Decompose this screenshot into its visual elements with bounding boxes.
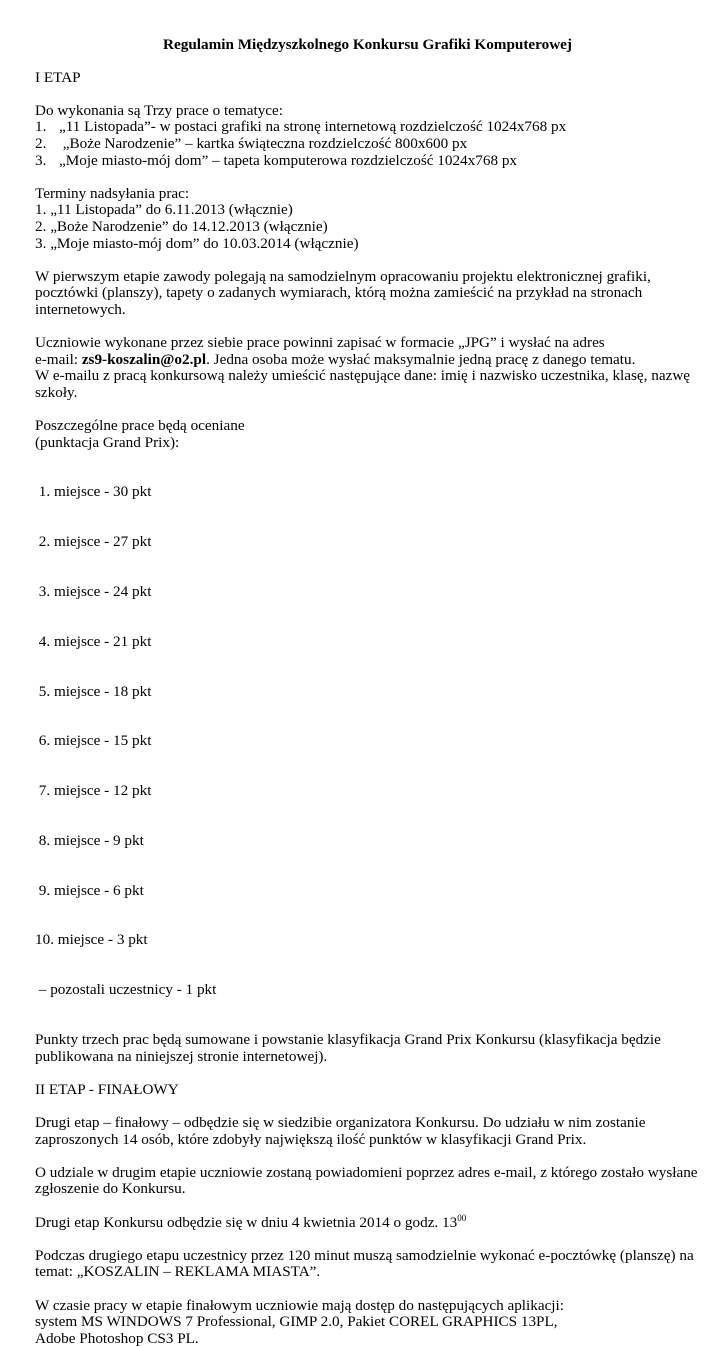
submission-email-line: e-mail: zs9-koszalin@o2.pl. Jedna osoba może wysłać maksymalnie jedną pracę z danego tematu.: [35, 350, 636, 368]
etap2-paragraph-line: W czasie pracy w etapie finałowym uczniowie mają dostęp do następujących aplikacji:: [35, 1296, 564, 1314]
topics-intro: Do wykonania są Trzy prace o tematyce:: [35, 101, 283, 119]
score-item: 9. miejsce - 6 pkt: [35, 881, 144, 899]
submission-line: szkoły.: [35, 383, 78, 401]
time-minutes-superscript: 00: [457, 1212, 467, 1223]
score-item: 2. miejsce - 27 pkt: [35, 533, 152, 551]
deadline-item: 2. „Boże Narodzenie” do 14.12.2013 (włącznie): [35, 217, 328, 235]
contact-email: zs9-koszalin@o2.pl: [81, 350, 207, 368]
submission-line: Uczniowie wykonane przez siebie prace powinni zapisać w formacie „JPG” i wysłać na adres: [35, 334, 605, 352]
score-item: 6. miejsce - 15 pkt: [35, 732, 152, 750]
score-item: 5. miejsce - 18 pkt: [35, 682, 152, 700]
etap2-paragraph-line: temat: „KOSZALIN – REKLAMA MIASTA”.: [35, 1263, 321, 1281]
deadline-item: 3. „Moje miasto-mój dom” do 10.03.2014 (włącznie): [35, 234, 359, 252]
list-item: 2. „Boże Narodzenie” – kartka świąteczna rozdzielczość 800x600 px: [35, 134, 468, 152]
etap2-paragraph-line: O udziale w drugim etapie uczniowie zostaną powiadomieni poprzez adres e-mail, z którego zostało wysłane: [35, 1163, 698, 1181]
score-item: 3. miejsce - 24 pkt: [35, 583, 152, 600]
deadline-item: 1. „11 Listopada” do 6.11.2013 (włącznie): [35, 201, 293, 219]
score-item: – pozostali uczestnicy - 1 pkt: [35, 981, 217, 999]
etap2-paragraph-line: Drugi etap – finałowy – odbędzie się w siedzibie organizatora Konkursu. Do udziału w nim zostanie: [35, 1114, 646, 1131]
document-page: [35, 37, 700, 1347]
etap2-paragraph-line: zaproszonych 14 osób, które zdobyły największą ilość punktów w klasyfikacji Grand Prix.: [35, 1130, 587, 1148]
summary-line: publikowana na niniejszej stronie internetowej).: [35, 1047, 328, 1065]
scores-list: [35, 451, 700, 1032]
submission-line: W e-mailu z pracą konkursową należy umieścić następujące dane: imię i nazwisko uczestnika, klasę, nazwę: [35, 367, 691, 385]
description-line: internetowych.: [35, 300, 126, 318]
score-item: 7. miejsce - 12 pkt: [35, 782, 152, 800]
etap2-paragraph-line: zgłoszenie do Konkursu.: [35, 1180, 186, 1198]
final-date-line: Drugi etap Konkursu odbędzie się w dniu 4 kwietnia 2014 o godz. $13^{00}$: [35, 1212, 467, 1231]
summary-line: Punkty trzech prac będą sumowane i powstanie klasyfikacja Grand Prix Konkursu (klasyfikacja będzie: [35, 1031, 661, 1049]
score-item: 1. miejsce - 30 pkt: [35, 483, 152, 501]
deadlines-heading: Terminy nadsyłania prac:: [35, 184, 190, 202]
etap2-paragraph-line: Podczas drugiego etapu uczestnicy przez 120 minut muszą samodzielnie wykonać e-pocztówkę (planszę) na: [35, 1246, 694, 1264]
score-item: 8. miejsce - 9 pkt: [35, 831, 144, 849]
document-title: Regulamin Międzyszkolnego Konkursu Grafiki Komputerowej: [163, 36, 572, 53]
etap2-paragraph-line: system MS WINDOWS 7 Professional, GIMP 2.0, Pakiet COREL GRAPHICS 13PL,: [35, 1313, 558, 1331]
list-item: 3. „Moje miasto-mój dom” – tapeta komputerowa rozdzielczość 1024x768 px: [35, 151, 518, 169]
description-line: pocztówki (planszy), tapety o zadanych wymiarach, którą można zamieścić na przykład na stronach: [35, 284, 643, 302]
score-item: 4. miejsce - 21 pkt: [35, 632, 152, 650]
section-heading-etap2: II ETAP - FINAŁOWY: [35, 1080, 179, 1098]
topics-list: [35, 119, 700, 169]
etap2-paragraph-line: Adobe Photoshop CS3 PL.: [35, 1329, 199, 1347]
description-line: W pierwszym etapie zawody polegają na samodzielnym opracowaniu projektu elektronicznej grafiki,: [35, 267, 651, 285]
list-item: 1. „11 Listopada”- w postaci grafiki na stronę internetową rozdzielczość 1024x768 px: [35, 118, 567, 136]
section-heading-etap1: I ETAP: [35, 68, 81, 86]
scoring-heading: Poszczególne prace będą oceniane: [35, 417, 245, 435]
scoring-subheading: (punktacja Grand Prix):: [35, 433, 180, 451]
score-item: 10. miejsce - 3 pkt: [35, 931, 148, 949]
